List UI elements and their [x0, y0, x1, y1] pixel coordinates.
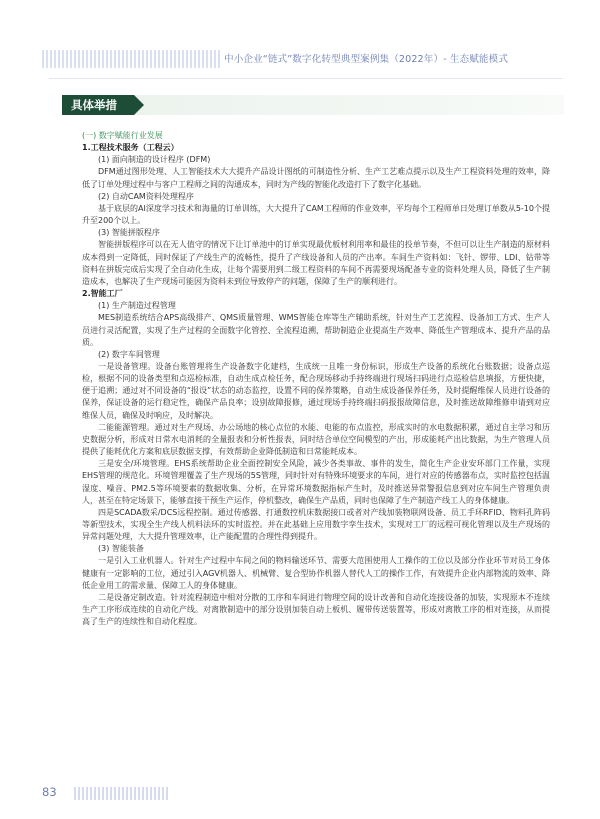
subheading-dfm: (1) 面向制造的设计程序 (DFM)	[98, 155, 211, 165]
subheading-smart-equipment: (3) 智能装备	[98, 544, 144, 554]
paragraph-energy-management: 二能能源管理。通过对生产现场、办公场地的核心点位的水能、电能的布点监控，形成实时的水电数据积累，通过自主学习和历史数据分析，形成对日常水电消耗的全量报表和分析性报表，同时结合单位空间模型的产出，形成能耗产出比数据，为生产管理人员提供了能耗优化方案和底层数据支撑，有效帮助企业降低制造和日常能耗成本。	[82, 422, 550, 457]
document-body	[82, 130, 550, 628]
subheading-production-process: (1) 生产制造过程管理	[98, 301, 176, 311]
header-divider	[49, 78, 563, 79]
heading-digital-empowerment: (一) 数字赋能行业发展	[82, 131, 163, 140]
paragraph-cam: 基于底层的AI深度学习技术和海量的订单训练，大大提升了CAM工程师的作业效率，平均每个工程师单日处理订单数从5-10个提升至200个以上。	[82, 203, 550, 226]
paragraph-scada-dcs: 四是SCADA数采/DCS远程控制。通过传感器、打通数控机床数据接口或者对产线加装物联网设备、员工手环RFID、物料孔阵码等新型技术，实现全生产线人机料法环的实时监控。并在此基础上应用数字孪生技术，实现对工厂的远程可视化管理以及生产现场的异常问题处理，大大提升管理效率，让产能配置的合理性得到提升。	[82, 507, 550, 542]
heading-smart-factory: 2.智能工厂	[82, 289, 123, 299]
header-title: 中小企业“链式”数字化转型典型案例集（2022年）- 生态赋能模式	[224, 54, 509, 65]
section-badge: 具体举措	[62, 95, 134, 115]
paragraph-dfm: DFM通过图形处理、人工智能技术大大提升产品设计图纸的可制造性分析、生产工艺难点提示以及生产工程资料处理的效率，降低了订单处理过程中与客户工程师之间的沟通成本，同时为产线的智能化改造打下了数字化基础。	[82, 167, 550, 189]
page-number: 83	[42, 785, 57, 799]
paragraph-ehs-management: 三是安全/环境管理。EHS系统帮助企业全面控制安全风险，减少各类事故、事件的发生，简化生产企业安环部门工作量，实现EHS管理的规范化。环境管理覆盖了生产现场的5S管理，同时针对有特殊环境要求的车间，进行对应的传感器布点，实时监控包括温湿度、噪音、PM2.5等环境要素的数据收集、分析，在异常环境数据指标产生时，及时推送异常警报信息到对应车间生产管理负责人，甚至在特定场景下，能够直接干预生产运作，停机整改，确保生产品质，同时也保障了生产制造产线工人的身体健康。	[82, 459, 550, 505]
footer-stripe-decoration	[74, 787, 168, 800]
header-stripe-decoration	[42, 50, 220, 68]
heading-engineering-service: 1.工程技术服务（工程云）	[82, 143, 179, 153]
paragraph-equipment-customization: 二是设备定制改造。针对流程制造中相对分散的工序和车间进行物理空间的设计改善和自动化连接设备的加装，实现原本不连续生产工序形成连续的自动化产线。对离散制造中的部分设别加装自动上板机、履带传送装置等，形成对离散工序的相对连接，从而提高了生产的连续性和自动化程度。	[82, 592, 550, 627]
subheading-digital-workshop: (2) 数字车间管理	[98, 349, 160, 359]
paragraph-mes: MES制造系统结合APS高级排产、QMS质量管理、WMS智能仓库等生产辅助系统，针对生产工艺流程、设备加工方式、生产人员进行灵活配置，实现了生产过程的全面数字化管控、全流程追溯，帮助制造企业提高生产效率、降低生产管理成本、提升产品的品质。	[82, 313, 550, 347]
paragraph-equipment-management: 一是设备管理。设备台账管理将生产设备数字化建档，生成统一且唯一身份标识，形成生产设备的系统化台账数据；设备点巡检，根据不同的设备类型和点巡检标准，自动生成点检任务，配合现场移动手持终端进行现场扫码进行点巡检信息填报，方便快捷，便于追溯；通过对不同设备的“报设”状态的动态监控，设置不同的保养策略，自动生成设备保养任务，及时提醒维保人员进行设备的保养，保证设备的运行稳定性，确保产品良率；设别故障报修，通过现场手持终端扫码报报故障信息，及时推送故障维修申请到对应维保人员，确保及时响应，及时解决。	[82, 361, 550, 420]
subheading-cam: (2) 自动CAM资料处理程序	[98, 191, 194, 201]
section-banner	[62, 95, 564, 115]
paragraph-industrial-robots: 一是引入工业机器人。针对生产过程中车间之间的物料输送环节、需要大范围使用人工操作的工位以及部分作业环节对员工身体健康有一定影响的工位，通过引入AGV机器人、机械臂、复合型协作机器人替代人工的操作工作，有效提升企业内部物流的效率、降低企业用工的需求量、保障工人的身体健康。	[82, 556, 550, 590]
subheading-panelization: (3) 智能拼版程序	[98, 228, 160, 238]
paragraph-panelization: 智能拼版程序可以在无人值守的情况下让订单池中的订单实现最优板材利用率和最佳的投单节奏，不但可以让生产制造的原材料成本得到一定降低，同时保证了产线生产的流畅性，提升了产线设备和人员的产出率。车间生产资料如：飞针、锣带、LDI、钻带等资料在拼版完成后实现了全自动化生成，让每个需要用到二级工程资料的车间不再需要现场配备专业的资料处理人员，降低了生产制造成本，也解决了生产现场可能因为资料未到位导致停产的问题，保障了生产的顺利进行。	[82, 240, 550, 286]
